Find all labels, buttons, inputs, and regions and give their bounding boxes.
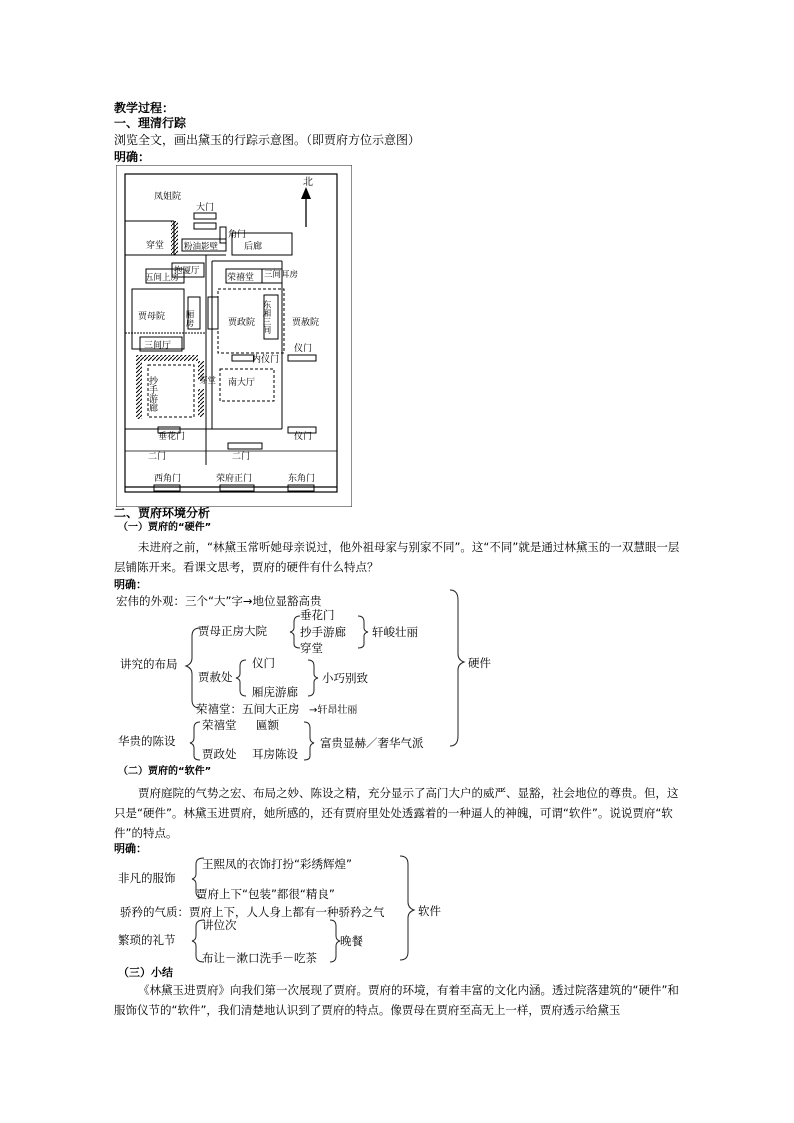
map-xiangfang: 厢房 (184, 310, 194, 327)
section2-sub1: （一）贾府的“硬件” (118, 522, 212, 533)
answer-label-3: 明确： (114, 842, 147, 855)
hw-waiguan: 宏伟的外观：三个“大”字→地位显豁高贵 (116, 594, 322, 608)
map-neiyimen: 内仪门 (252, 355, 280, 365)
sw-burang: 布让－漱口洗手－吃茶 (202, 951, 317, 965)
sw-baozhuang: 贾府上下“包装”都很“精良” (196, 887, 335, 901)
answer-label: 明确： (114, 150, 151, 164)
hw-bian: 匾额 (256, 718, 279, 732)
map-fengjie: 凤姐院 (154, 192, 182, 202)
hw-chaoshou: 抄手游廊 (300, 625, 346, 639)
hw-chuantang: 穿堂 (300, 641, 323, 655)
section1-title: 一、理清行踪 (114, 116, 187, 130)
hw-rongxi2: 荣禧堂 (202, 718, 237, 732)
map-ermen-mid: 二门 (232, 452, 251, 462)
sw-ruanjian: 软件 (418, 904, 441, 918)
section2-sub3: （三）小结 (118, 966, 173, 979)
hw-xiangfang: 厢庑游廊 (252, 685, 298, 699)
map-jiaomen: 角门 (228, 230, 247, 240)
sw-feifan: 非凡的服饰 (118, 871, 176, 885)
hw-yimen: 仪门 (252, 656, 275, 670)
hw-huagui: 华贵的陈设 (118, 734, 176, 748)
map-chuantang-mid: 穿堂 (199, 376, 217, 386)
section2-para1: 未进府之前，“林黛玉常听她母亲说过，他外祖母家与别家不同”。这“不同”就是通过林黛玉的一双慧眼一层层铺陈开来。看课文思考，贾府的硬件有什么特点？ (114, 540, 680, 574)
map-yimen-bottom: 仪门 (294, 432, 313, 442)
map-chaoshou: 抄手游廊 (147, 376, 157, 412)
jiafu-map (116, 165, 352, 507)
section2-para3: 《林黛玉进贾府》向我们第一次展现了贾府。贾府的环境，有着丰富的文化内涵。透过院落建筑的“硬件”和服饰仪节的“软件”，我们清楚地认识到了贾府的特点。像贾母在贾府至高无上一样，贾府透示给黛玉 (114, 983, 679, 1017)
section2-para2: 贾府庭院的气势之宏、布局之妙、陈设之精，充分显示了高门大户的威严、显豁，社会地位的尊贵。但，这只是“硬件”。林黛玉进贾府，她所感的，还有贾府里处处透露着的一种逼人的神魄，可谓“软件”。说说贾府“软件”的特点。 (114, 786, 679, 840)
map-jiazheng: 贾政院 (228, 318, 256, 328)
hw-jiazheng: 贾政处 (202, 747, 237, 761)
map-dongjiao: 东角门 (288, 474, 316, 484)
heading: 教学过程： (114, 101, 175, 115)
hw-chuihua: 垂花门 (300, 608, 335, 622)
software-diagram (112, 852, 472, 970)
hw-yingjian: 硬件 (468, 656, 491, 670)
map-zhengmen: 荣府正门 (216, 474, 253, 484)
hw-jiangjiu: 讲究的布局 (120, 657, 178, 671)
hw-xuanang: →轩昂壮丽 (309, 705, 358, 716)
map-jiashe: 贾赦院 (292, 318, 320, 328)
hw-xuanjun: 轩峻壮丽 (372, 625, 418, 639)
sw-fansuo: 繁琐的礼节 (118, 933, 176, 947)
map-ermen-left: 二门 (148, 452, 167, 462)
map-baoxia: 抱厦厅 (174, 266, 200, 276)
north-label: 北 (303, 177, 313, 188)
map-damen: 大门 (196, 203, 215, 213)
hw-jiashe-place: 贾赦处 (198, 670, 233, 684)
hw-xiaoqiao: 小巧别致 (322, 671, 368, 685)
hw-fugui: 富贵显赫／奢华气派 (320, 736, 424, 750)
map-dongxiang: 东厢三间 (261, 300, 271, 334)
hw-rongxi-line: 荣禧堂：五间大正房 (196, 702, 300, 716)
map-chuantang-top: 穿堂 (146, 241, 165, 251)
sw-jiaojin: 骄矜的气质：贾府上下，人人身上都有一种骄矜之气 (120, 905, 385, 919)
map-sanjianting: 三间厅 (144, 341, 172, 351)
map-fenyou: 粉油影壁 (184, 242, 219, 252)
map-nandating: 南大厅 (228, 378, 256, 388)
map-chuihua: 垂花门 (158, 432, 186, 442)
map-xijiao: 西角门 (154, 474, 182, 484)
map-wujian: 五间上房 (145, 273, 180, 283)
section1-instruction: 浏览全文，画出黛玉的行踪示意图。（即贾府方位示意图） (114, 133, 421, 147)
sw-wancan: 晚餐 (340, 934, 363, 948)
hw-jiamu-house: 贾母正房大院 (198, 624, 267, 638)
sw-wangxifeng: 王熙凤的衣饰打扮“彩绣辉煌” (202, 857, 352, 871)
hw-erfang: 耳房陈设 (252, 747, 298, 761)
section2-sub2: （二）贾府的“软件” (118, 766, 212, 777)
map-rongxi: 荣禧堂 (227, 273, 255, 283)
map-jiamu: 贾母院 (138, 312, 166, 322)
map-sanjian-erfang: 三间耳房 (264, 270, 299, 280)
hardware-diagram (112, 588, 502, 763)
section2-title: 二、贾府环境分析 (114, 506, 211, 520)
answer-label-2: 明确： (114, 578, 147, 591)
map-houzhao: 后廊 (244, 242, 263, 252)
sw-jiangwei: 讲位次 (202, 918, 237, 932)
map-yimen-top: 仪门 (294, 344, 313, 354)
